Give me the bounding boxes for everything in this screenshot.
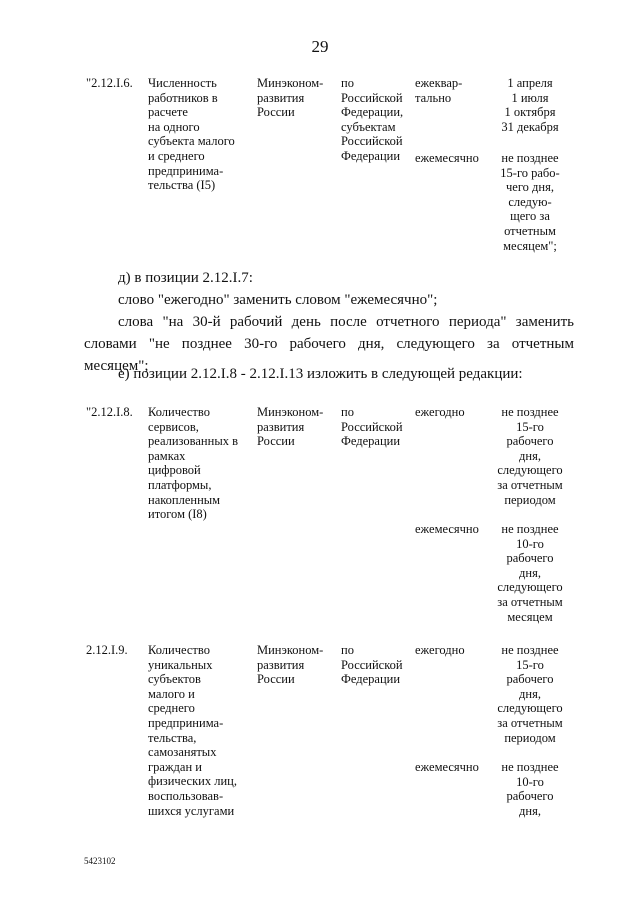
responsible-ministry: Минэконом- развития России [257,405,324,449]
frequency: ежемесячно [415,151,479,165]
row-code: 2.12.I.9. [86,643,128,657]
frequency: ежеквар- тально [415,76,463,105]
responsible-ministry: Минэконом- развития России [257,76,324,120]
frequency: ежегодно [415,405,465,419]
paragraph-words-replace: слова "на 30-й рабочий день после отчетного периода" заменить словами "не позднее 30-го рабочего дня, следующего за отчетным месяцем"; [84,314,574,374]
paragraph-d: д) в позиции 2.12.I.7: [118,270,253,286]
deadline: не позднее 10-го рабочего дня, [501,760,559,818]
aggregation-level: по Российской Федерации [341,643,403,687]
deadline: 1 апреля 1 июля 1 октября 31 декабря [501,76,559,134]
deadline: не позднее 15-го рабочего дня, следующего за отчетным периодом [497,643,563,745]
indicator-name: Количество сервисов, реализованных в рамках цифровой платформы, накопленным итогом (I8) [148,405,238,522]
aggregation-level: по Российской Федерации, субъектам Российской Федерации [341,76,404,163]
paragraph-word-replace: слово "ежегодно" заменить словом "ежемесячно"; [118,292,438,308]
frequency: ежегодно [415,643,465,657]
aggregation-level: по Российской Федерации [341,405,403,449]
indicator-name: Численность работников в расчете на одного субъекта малого и среднего предпринима- тельства (I5) [148,76,235,193]
row-code: "2.12.I.8. [86,405,133,419]
frequency: ежемесячно [415,760,479,774]
deadline: не позднее 15-го рабочего дня, следующего за отчетным периодом [497,405,563,507]
deadline: не позднее 10-го рабочего дня, следующего за отчетным месяцем [497,522,563,624]
paragraph-e: е) позиции 2.12.I.8 - 2.12.I.13 изложить в следующей редакции: [118,366,523,382]
frequency: ежемесячно [415,522,479,536]
deadline: не позднее 15-го рабо- чего дня, следую- щего за отчетным месяцем"; [500,151,560,253]
responsible-ministry: Минэконом- развития России [257,643,324,687]
indicator-name: Количество уникальных субъектов малого и среднего предпринима- тельства, самозанятых граждан и физических лиц, воспользовав- шихся услугами [148,643,237,818]
row-code: "2.12.I.6. [86,76,133,90]
document-code: 5423102 [84,856,116,866]
page-number: 29 [311,37,329,56]
